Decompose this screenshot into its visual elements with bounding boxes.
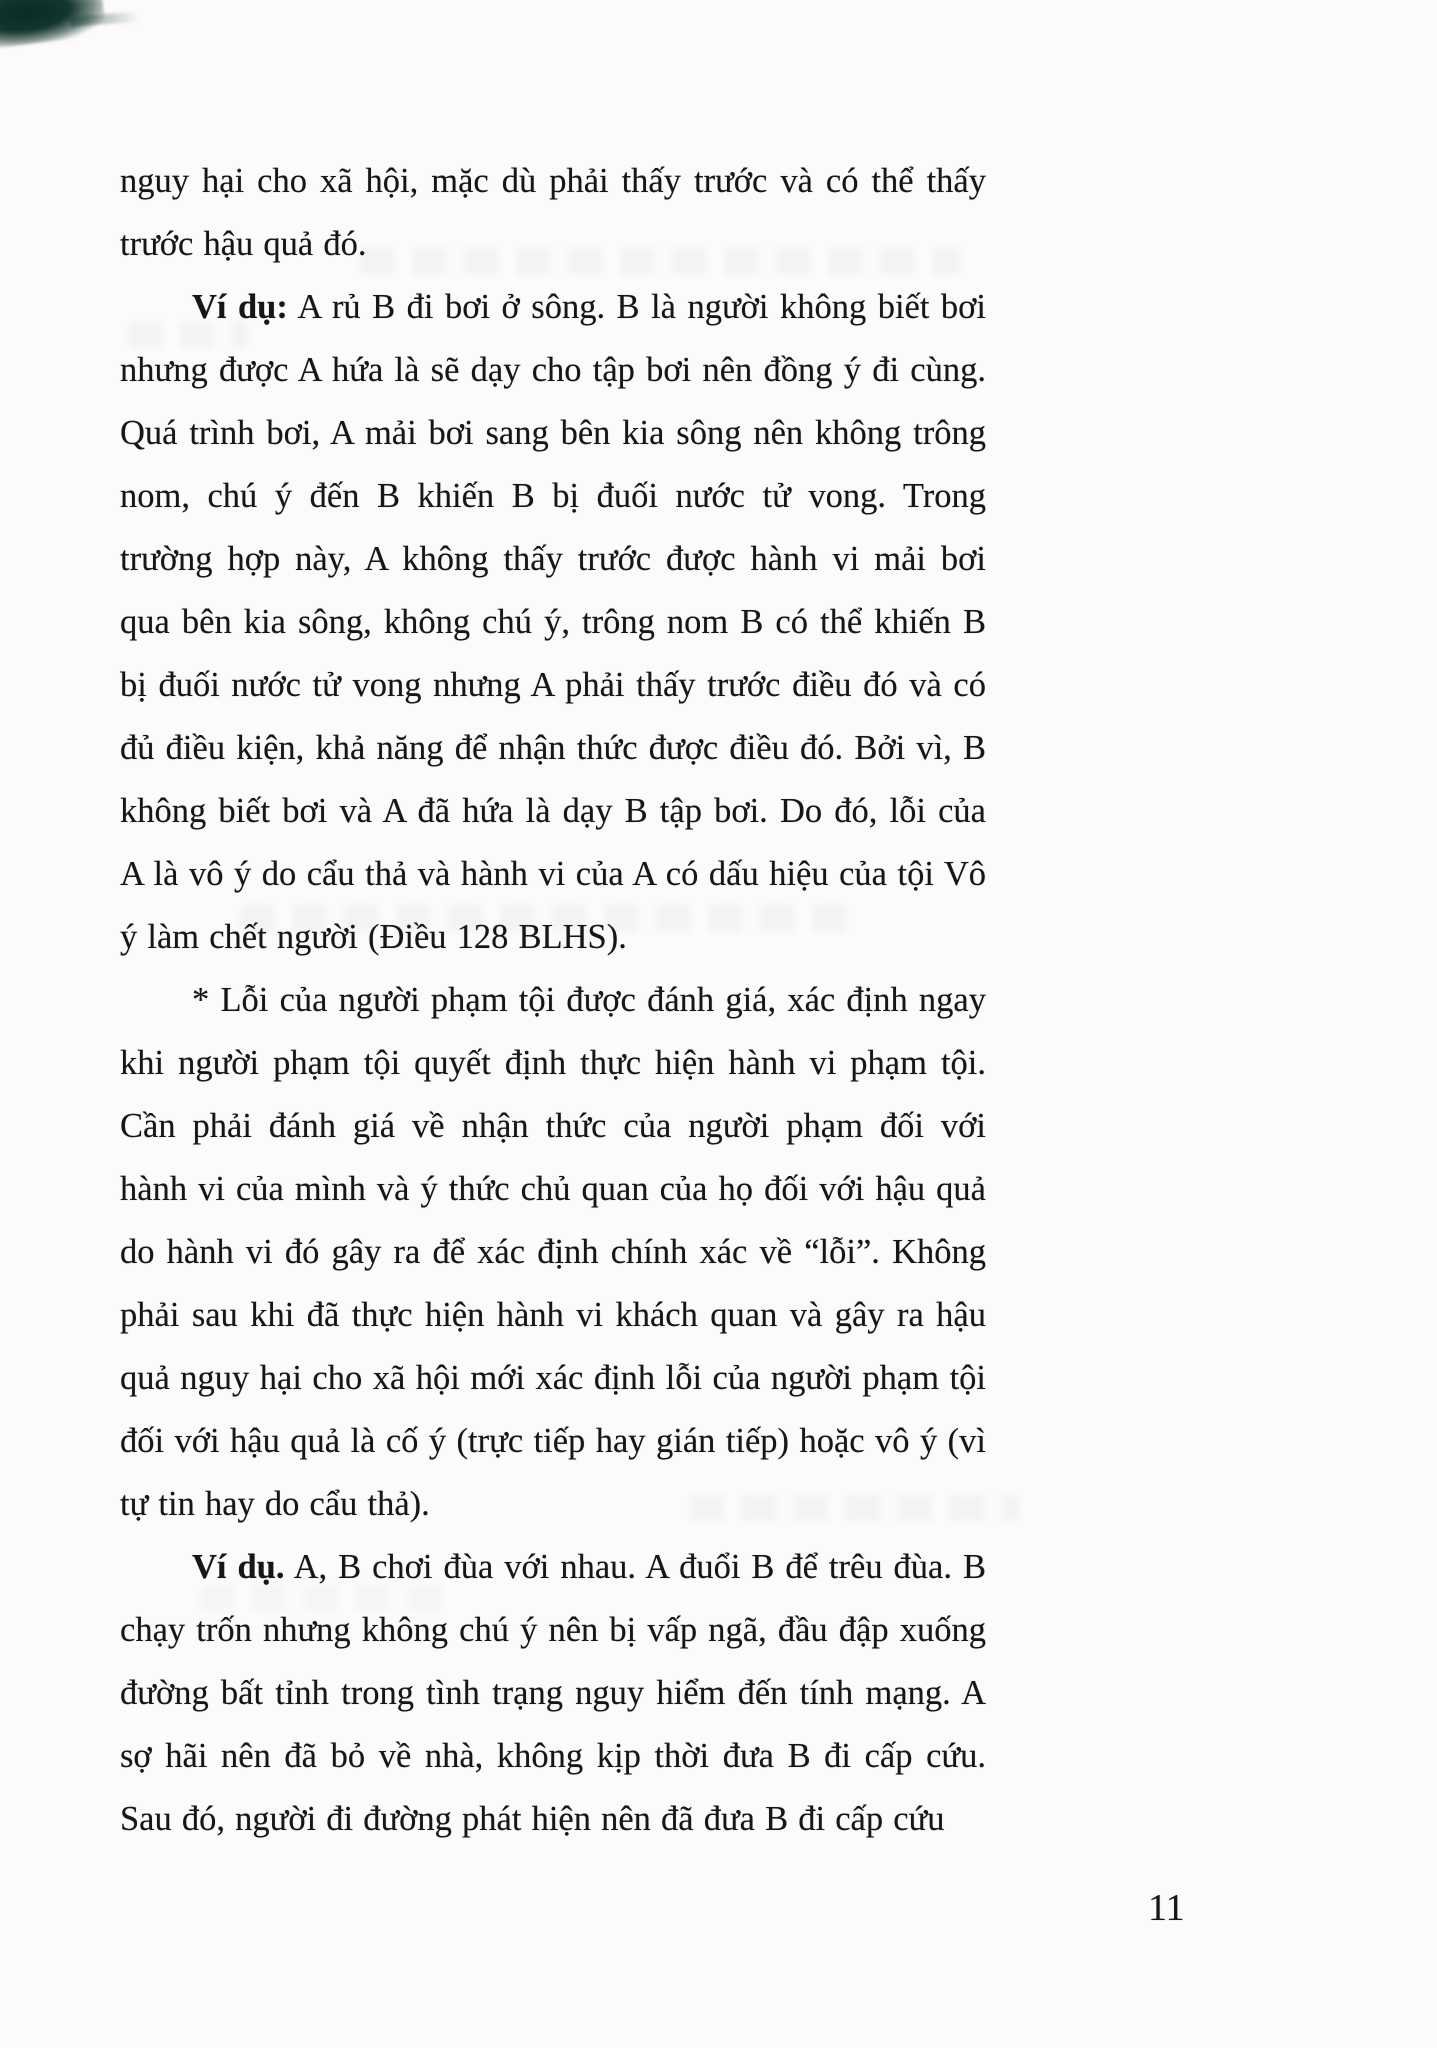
paragraph-text: * Lỗi của người phạm tội được đánh giá, xác định ngay khi người phạm tội quyết định thực hiện hành vi phạm tội. Cần phải đánh giá về nhận thức của người phạm đối với hành vi của mình và ý thức chủ quan của họ đối với hậu quả do hành vi đó gây ra để xác định chính xác về “lỗi”. Không phải sau khi đã thực hiện hành vi khách quan và gây ra hậu quả nguy hại cho xã hội mới xác định lỗi của người phạm tội đối với hậu quả là cố ý (trực tiếp hay gián tiếp) hoặc vô ý (vì tự tin hay do cẩu thả). <box>120 981 986 1523</box>
paragraph <box>120 969 986 1536</box>
paragraph <box>120 150 986 276</box>
paragraph-lead: Ví dụ: <box>192 288 288 326</box>
paragraph <box>120 276 986 969</box>
page-text <box>120 150 986 1851</box>
paragraph-text: nguy hại cho xã hội, mặc dù phải thấy trước và có thể thấy trước hậu quả đó. <box>120 162 986 263</box>
paragraph <box>120 1536 986 1851</box>
paragraph-lead: Ví dụ. <box>192 1548 285 1586</box>
paragraph-text: A, B chơi đùa với nhau. A đuổi B để trêu đùa. B chạy trốn nhưng không chú ý nên bị vấp ngã, đầu đập xuống đường bất tỉnh trong tình trạng nguy hiểm đến tính mạng. A sợ hãi nên đã bỏ về nhà, không kịp thời đưa B đi cấp cứu. Sau đó, người đi đường phát hiện nên đã đưa B đi cấp cứu <box>120 1548 986 1838</box>
page-number: 11 <box>1148 1887 1185 1929</box>
paragraph-text: A rủ B đi bơi ở sông. B là người không biết bơi nhưng được A hứa là sẽ dạy cho tập bơi nên đồng ý đi cùng. Quá trình bơi, A mải bơi sang bên kia sông nên không trông nom, chú ý đến B khiến B bị đuối nước tử vong. Trong trường hợp này, A không thấy trước được hành vi mải bơi qua bên kia sông, không chú ý, trông nom B có thể khiến B bị đuối nước tử vong nhưng A phải thấy trước điều đó và có đủ điều kiện, khả năng để nhận thức được điều đó. Bởi vì, B không biết bơi và A đã hứa là dạy B tập bơi. Do đó, lỗi của A là vô ý do cẩu thả và hành vi của A có dấu hiệu của tội Vô ý làm chết người (Điều 128 BLHS). <box>120 288 986 956</box>
